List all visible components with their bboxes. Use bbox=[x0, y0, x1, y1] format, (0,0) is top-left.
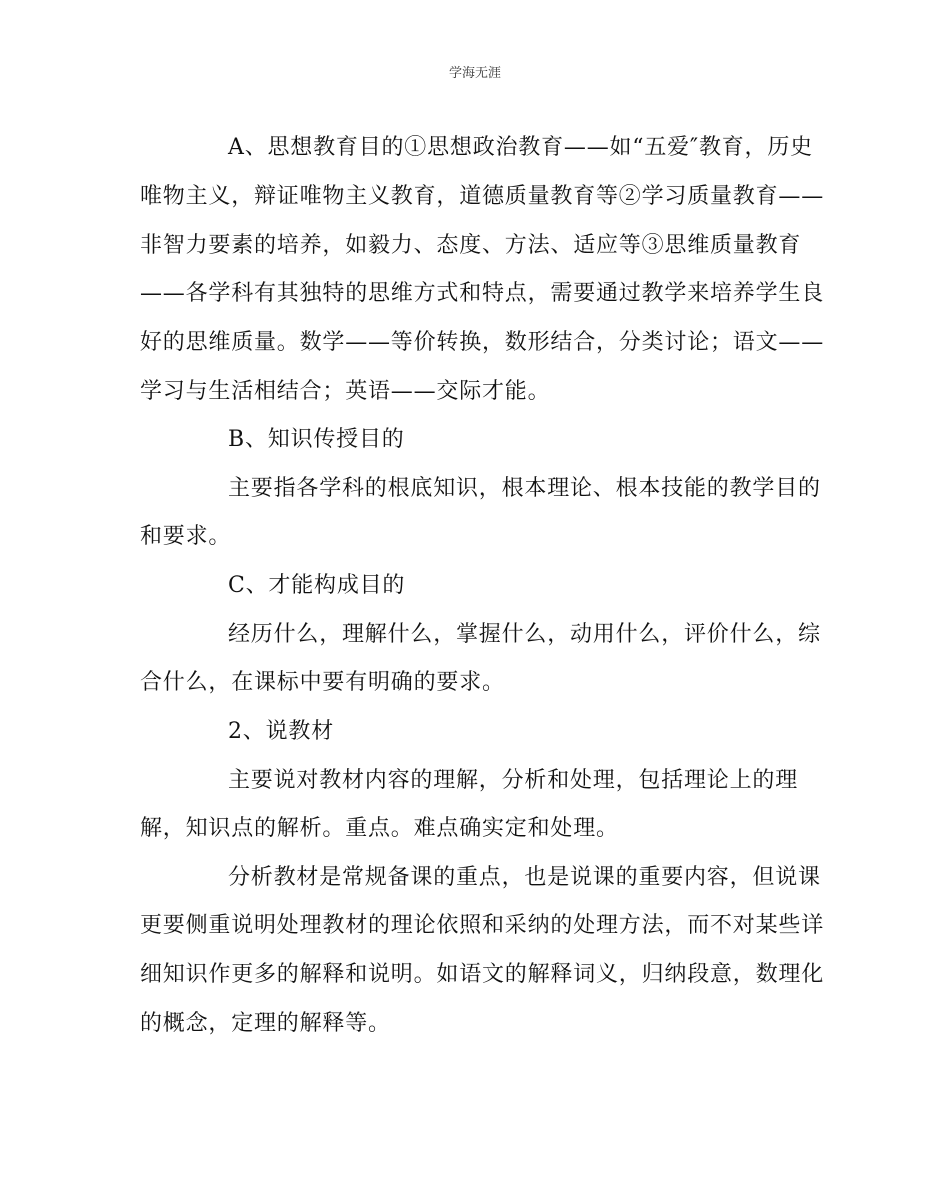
text-line: 更要侧重说明处理教材的理论依照和采纳的处理方法，而不对某些详 bbox=[140, 913, 825, 938]
text-line: 经历什么，理解什么，掌握什么，动用什么，评价什么，综 bbox=[228, 622, 821, 647]
text-line: 主要说对教材内容的理解，分析和处理，包括理论上的理 bbox=[228, 768, 799, 793]
text-line: 唯物主义，辩证唯物主义教育，道德质量教育等②学习质量教育—— bbox=[140, 184, 825, 209]
section-heading: C、才能构成目的 bbox=[228, 573, 406, 598]
text-line: 细知识作更多的解释和说明。如语文的解释词义，归纳段意，数理化 bbox=[140, 962, 825, 987]
text-line: 主要指各学科的根底知识，根本理论、根本技能的教学目的 bbox=[228, 476, 821, 501]
text-line: 好的思维质量。数学——等价转换，数形结合，分类讨论；语文—— bbox=[140, 330, 825, 355]
section-heading: B、知识传授目的 bbox=[228, 427, 405, 452]
text-line: 学习与生活相结合；英语——交际才能。 bbox=[140, 379, 551, 404]
section-heading: 2、说教材 bbox=[228, 719, 334, 744]
text-line: 合什么，在课标中要有明确的要求。 bbox=[140, 670, 505, 695]
text-line: 解，知识点的解析。重点。难点确实定和处理。 bbox=[140, 816, 619, 841]
page-header: 学海无涯 bbox=[448, 66, 501, 81]
text-line: 和要求。 bbox=[140, 524, 232, 549]
text-line: A、思想教育目的①思想政治教育——如“五爱″教育，历史 bbox=[228, 135, 813, 160]
text-line: 非智力要素的培养，如毅力、态度、方法、适应等③思维质量教育 bbox=[140, 233, 802, 258]
text-line: 分析教材是常规备课的重点，也是说课的重要内容，但说课 bbox=[228, 865, 821, 890]
text-line: 的概念，定理的解释等。 bbox=[140, 1011, 391, 1036]
text-line: ——各学科有其独特的思维方式和特点，需要通过教学来培养学生良 bbox=[140, 281, 825, 306]
